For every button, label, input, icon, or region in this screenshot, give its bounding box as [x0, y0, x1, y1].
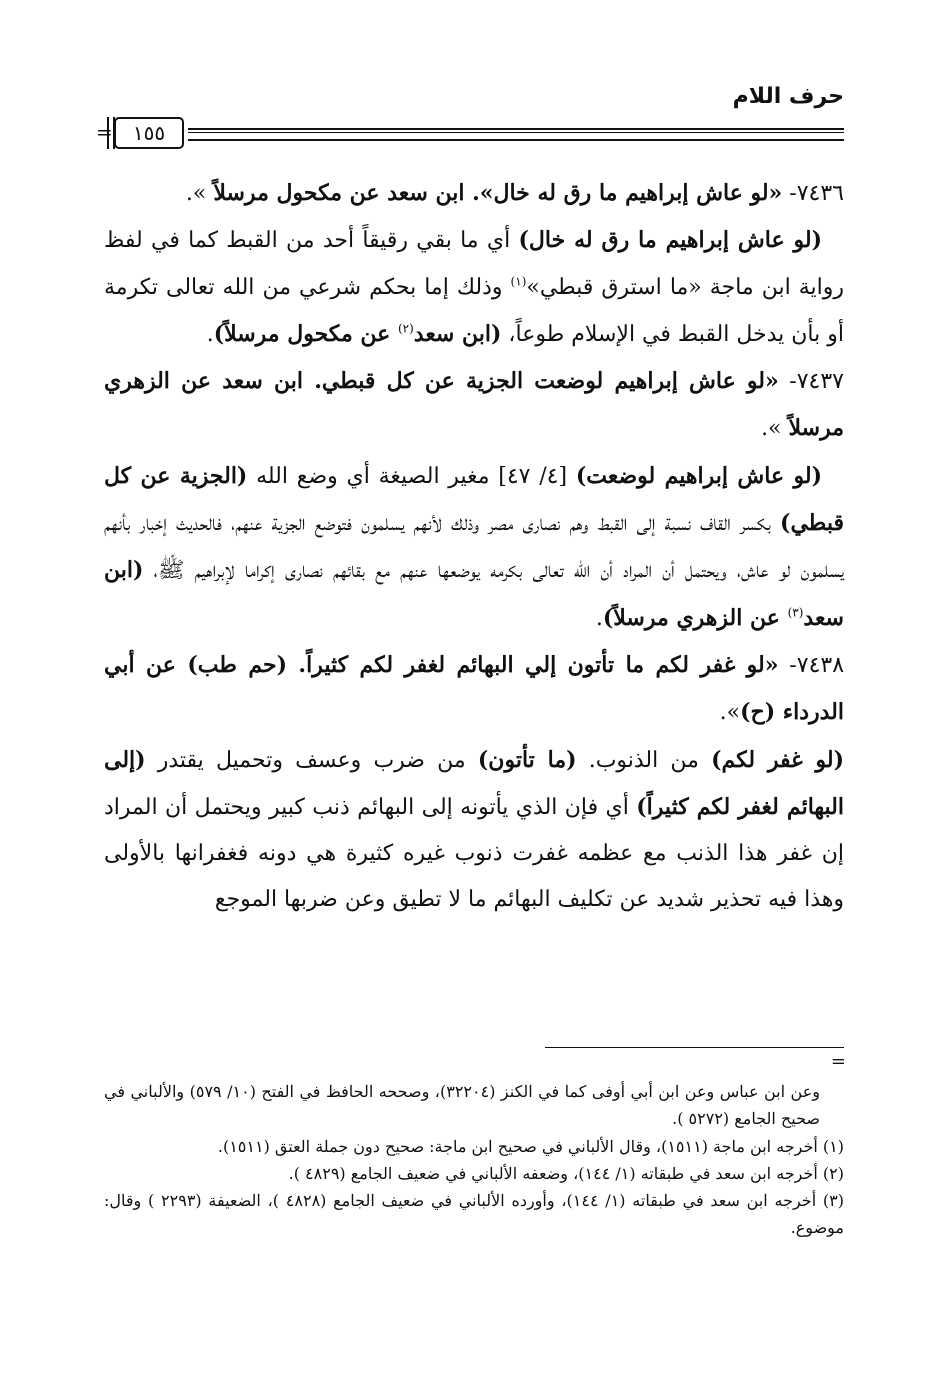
footnote-separator — [545, 1047, 844, 1048]
hadith-number: ٧٤٣٦- — [782, 181, 844, 206]
footnotes-section — [104, 1078, 844, 1242]
commentary-7436 — [104, 217, 844, 358]
footnote-ref-1[interactable]: (١) — [510, 274, 527, 289]
commentary-text: من الذنوب. — [576, 747, 712, 773]
header-rule — [96, 114, 844, 154]
source-attribution: (ابن سعد — [413, 320, 502, 347]
commentary-text: وذلك إما بحكم شرعي من الله تعالى تكرمة أو بأن يدخل القبط في الإسلام طوعاً، — [104, 274, 844, 347]
source-attribution: عن الزهري مرسلاً) — [602, 604, 788, 631]
quote-close: ». — [719, 700, 741, 726]
footnote-ref-3[interactable]: (٣) — [787, 605, 804, 620]
source-attribution: عن مكحول مرسلاً) — [213, 320, 398, 347]
commentary-quote: (لو عاش إبراهيم ما رق له خال) — [518, 227, 822, 254]
footnote-continuation: وعن ابن عباس وعن ابن أبي أوفى كما في الكنز (٣٢٢٠٤)، وصححه الحافظ في الفتح (١٠/ ٥٧٩) والألباني في صحيح الجامع (٥٢٧٢ ). — [104, 1082, 821, 1129]
commentary-text: [٤/ ٤٧] مغير الصيغة أي وضع الله — [247, 463, 576, 489]
period: . — [206, 321, 214, 347]
hadith-7438-entry — [104, 642, 844, 737]
hadith-number: ٧٤٣٧- — [778, 369, 844, 395]
hadith-text: «لو غفر لكم ما تأتون إلي البهائم لغفر لكم كثيراً. (حم طب) عن أبي الدرداء (ح) — [104, 651, 844, 726]
page-number: ١٥٥ — [114, 117, 184, 149]
hadith-number: ٧٤٣٨- — [778, 652, 845, 678]
quote-close: ». — [185, 181, 214, 206]
header-double-line — [188, 128, 844, 141]
hadith-7437-entry — [104, 358, 844, 453]
footnote-ref-2[interactable]: (٢) — [397, 321, 414, 336]
header-equals-mark: = — [96, 120, 113, 144]
commentary-quote: (لو غفر لكم) — [711, 746, 844, 773]
footnote-3: (٣) أخرجه ابن سعد في طبقاته (١/ ١٤٤)، وأورده الألباني في ضعيف الجامع (٤٨٢٨ )، الضعيفة (٢٢٩٣ ) وقال: موضوع. — [104, 1191, 844, 1238]
commentary-7437 — [104, 453, 844, 642]
commentary-quote: (إلى البهائم لغفر لكم كثيراً) — [104, 746, 844, 820]
footnote-continuation-mark: = — [830, 1051, 846, 1072]
hadith-text: «لو عاش إبراهيم ما رق له خال». ابن سعد عن مكحول مرسلاً — [213, 180, 783, 206]
source-attribution: (ابن سعد — [104, 557, 844, 631]
commentary-quote: (الجزية عن كل قبطي) — [104, 462, 844, 537]
commentary-7438 — [104, 737, 844, 924]
commentary-quote: (لو عاش إبراهيم لوضعت) — [575, 462, 822, 489]
running-header-title: حرف اللام — [732, 84, 844, 109]
commentary-quote: (ما تأتون) — [477, 746, 577, 773]
footnote-2: (٢) أخرجه ابن سعد في طبقاته (١/ ١٤٤)، وضعفه الألباني في ضعيف الجامع (٤٨٢٩ ). — [288, 1163, 844, 1183]
main-text-body — [104, 170, 844, 924]
hadith-text: «لو عاش إبراهيم لوضعت الجزية عن كل قبطي. ابن سعد عن الزهري مرسلاً — [104, 368, 844, 442]
period: . — [595, 605, 603, 631]
commentary-text: أي فإن الذي يأتونه إلى البهائم ذنب كبير ويحتمل أن المراد إن غفر هذا الذنب مع عظمه غفرت ذنوب غيره كثيرة هي دونه فغفرانها بالأولى وهذا فيه تحذير شديد عن تكليف البهائم ما لا تطيق وعن ضربها الموجع — [104, 794, 844, 913]
commentary-text: أي ما بقي رقيقاً أحد من القبط كما في لفظ رواية ابن ماجة «ما استرق قبطي» — [104, 228, 844, 300]
footnote-1: (١) أخرجه ابن ماجة (١٥١١)، وقال الألباني في صحيح ابن ماجة: صحيح دون جملة العتق (١٥١١). — [217, 1136, 844, 1156]
commentary-text: بكسر القاف نسبة إلى القبط وهم نصارى مصر وذلك لأنهم يسلمون فتوضع الجزية عنهم، فالحديث إخبار بأنهم يسلمون لو عاش، ويحتمل أن المراد أن الله تعالى بكرمه يوضعها عنهم مع بقائهم نصارى إكراما لإبراهيم ﷺ، — [104, 511, 844, 584]
commentary-text: من ضرب وعسف وتحميل يقتدر — [145, 747, 478, 773]
hadith-7436-entry — [104, 170, 844, 217]
quote-close: ». — [761, 416, 789, 442]
